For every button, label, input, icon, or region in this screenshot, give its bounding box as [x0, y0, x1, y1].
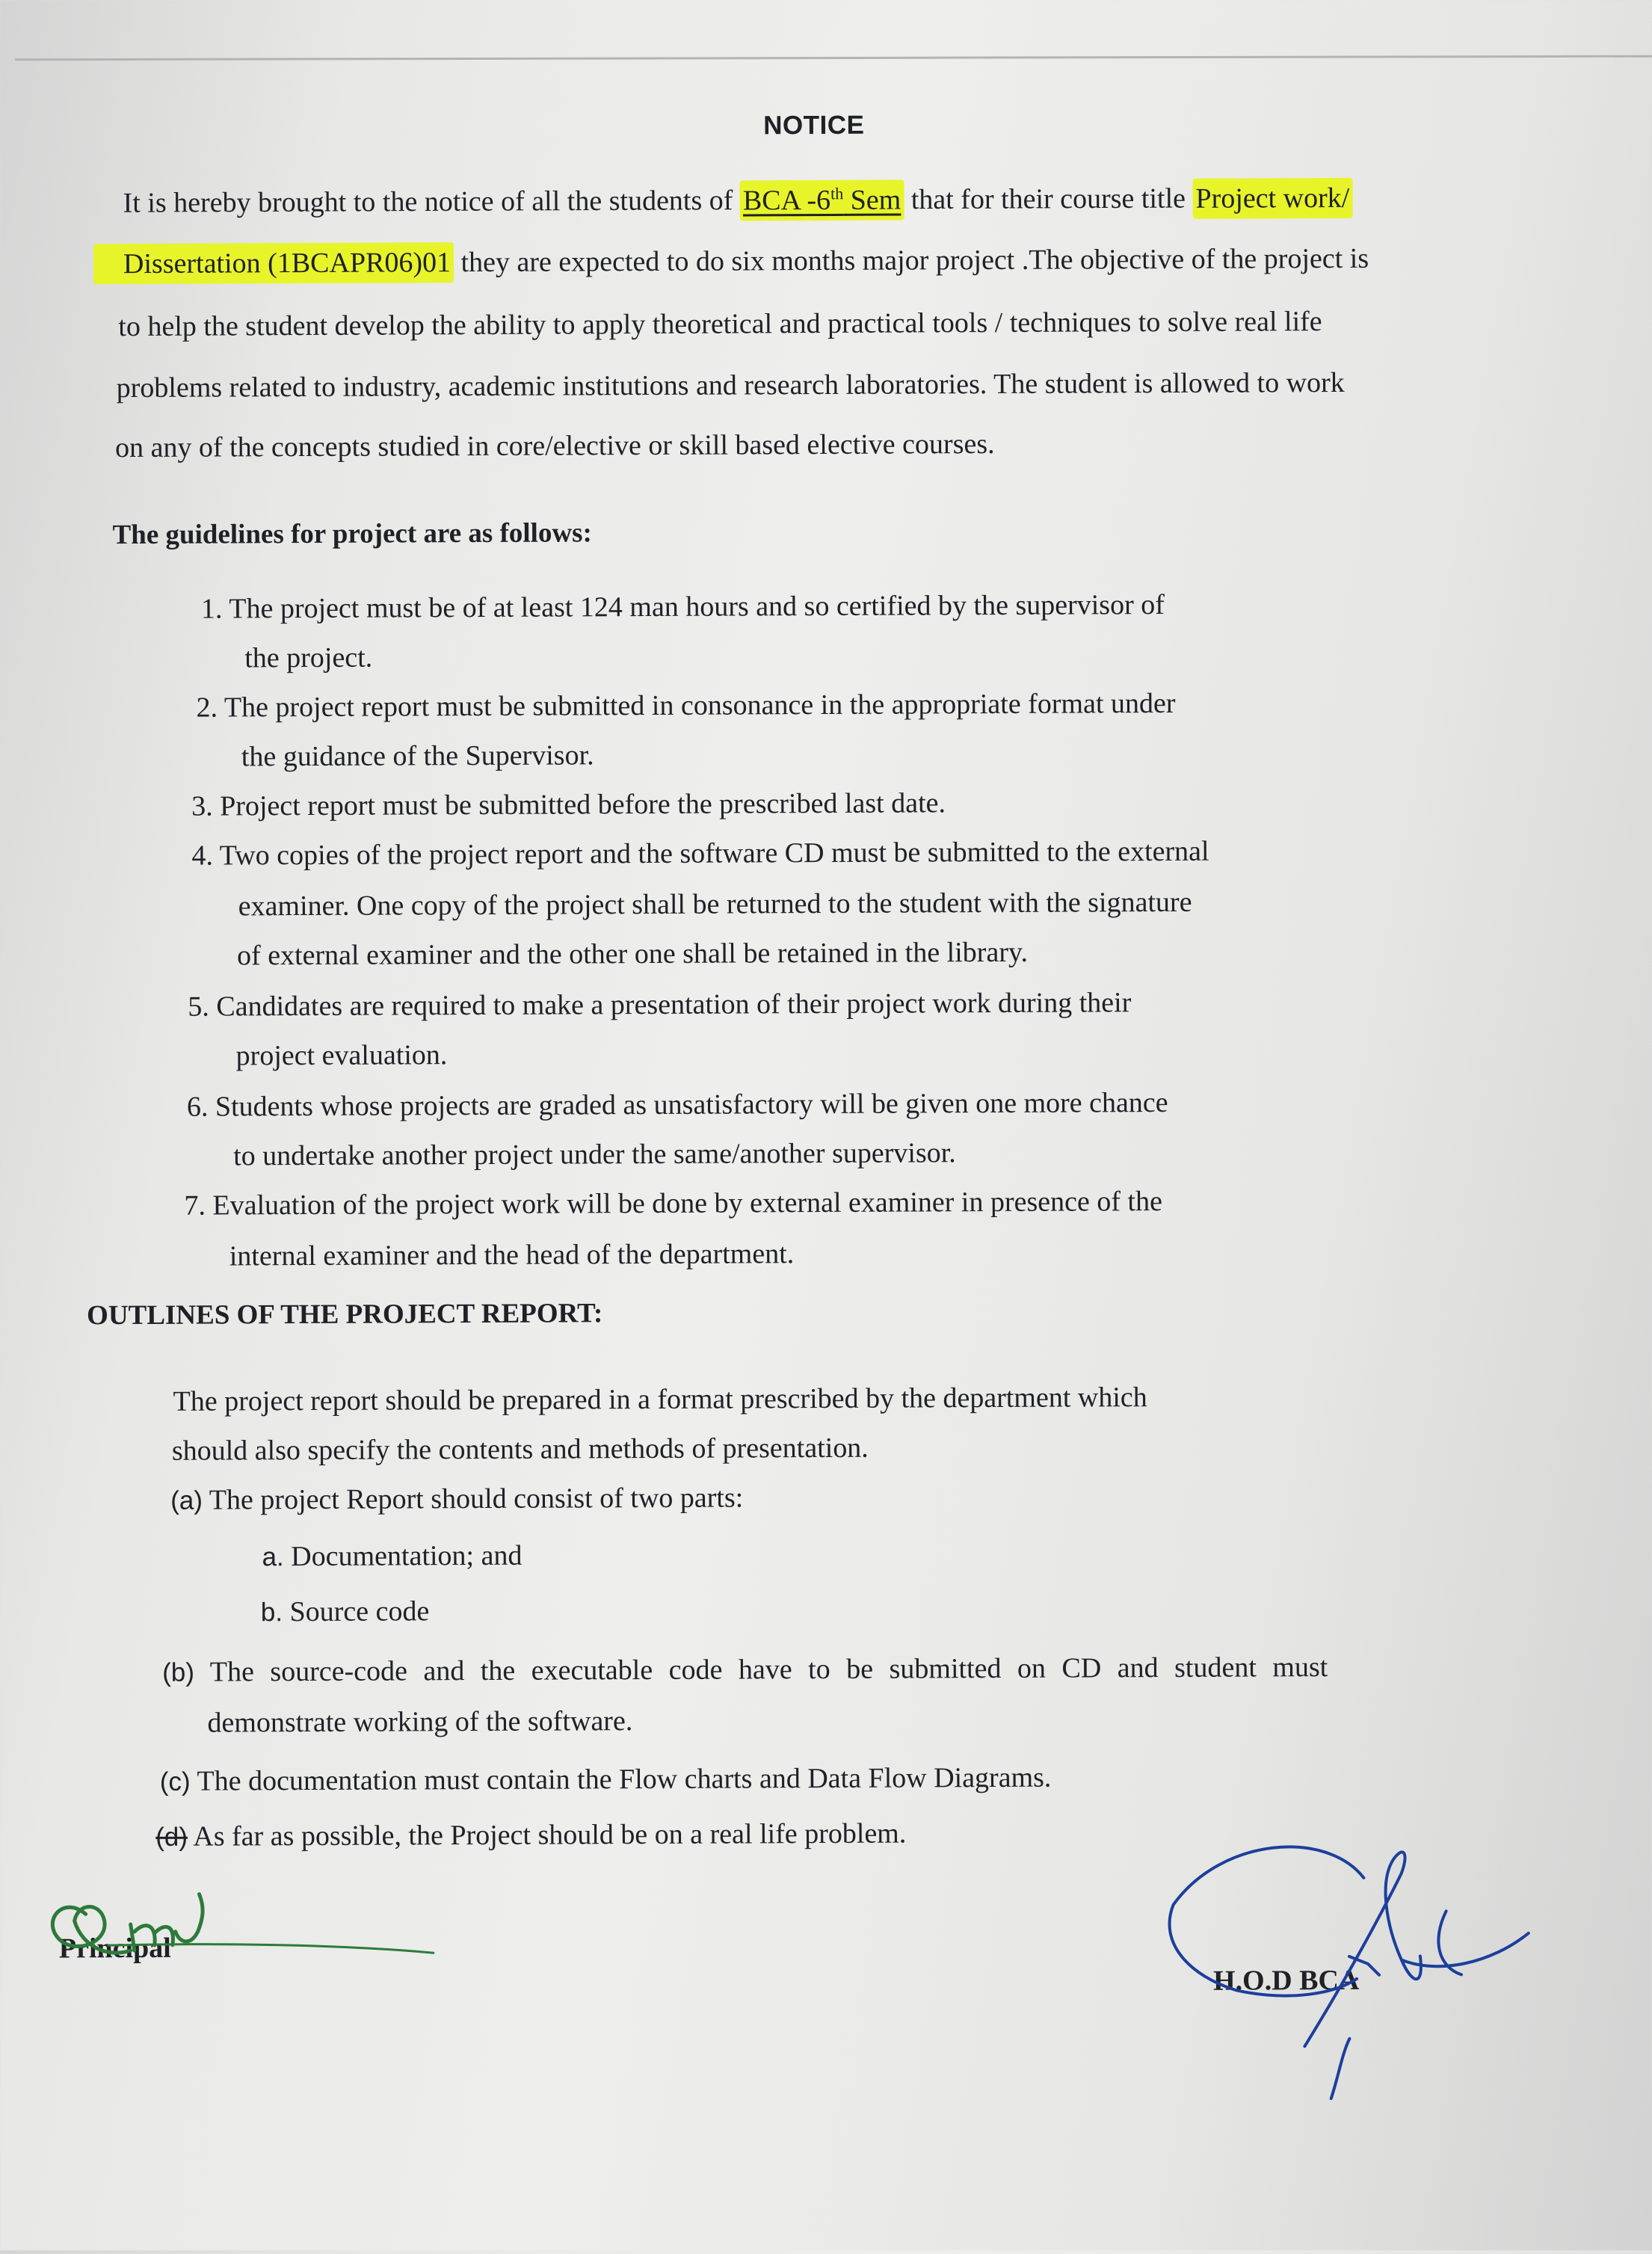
- outline-b-line-2: demonstrate working of the software.: [207, 1705, 633, 1739]
- intro-line-1: [123, 183, 1353, 218]
- intro-line-4: problems related to industry, academic institutions and research laboratories. The student is allowed to work: [116, 366, 1345, 404]
- guideline-3-line-1: 3. Project report must be submitted before the prescribed last date.: [191, 787, 946, 822]
- guidelines-heading: The guidelines for project are as follows:: [112, 517, 592, 551]
- outline-a: (a) The project Report should consist of two parts:: [170, 1482, 744, 1516]
- guideline-5-line-1: 5. Candidates are required to make a presentation of their project work during their: [188, 987, 1132, 1023]
- outlines-intro-line-1: The project report should be prepared in a format prescribed by the department which: [173, 1382, 1147, 1417]
- intro-line-5: on any of the concepts studied in core/elective or skill based elective courses.: [114, 428, 995, 464]
- highlight-course-code: Dissertation (1BCAPR06)01: [93, 242, 454, 284]
- guideline-4-line-3: of external examiner and the other one shall be retained in the library.: [236, 936, 1029, 972]
- guideline-6-line-2: to undertake another project under the same/another supervisor.: [233, 1137, 956, 1172]
- outlines-heading: OUTLINES OF THE PROJECT REPORT:: [87, 1298, 603, 1331]
- intro-text: that for their course title: [904, 182, 1193, 216]
- outline-a-sub-2: b. Source code: [260, 1595, 430, 1628]
- outline-d: (d) As far as possible, the Project should be on a real life problem.: [155, 1817, 907, 1853]
- outline-b: (b) The source-code and the executable code have to be submitted on CD and student must: [162, 1651, 1328, 1688]
- outline-c: (c) The documentation must contain the Flow charts and Data Flow Diagrams.: [159, 1761, 1052, 1797]
- intro-line-3: to help the student develop the ability to apply theoretical and practical tools / techniques to solve real life: [118, 306, 1322, 343]
- principal-label: Principal: [58, 1932, 171, 1965]
- guideline-7-line-2: internal examiner and the head of the department.: [229, 1238, 795, 1272]
- highlight-course-semester: BCA -6th Sem: [740, 179, 904, 221]
- guideline-6-line-1: 6. Students whose projects are graded as unsatisfactory will be given one more chance: [186, 1086, 1168, 1123]
- intro-line-2: [93, 244, 1369, 278]
- intro-text: It is hereby brought to the notice of all the students of: [123, 185, 740, 219]
- guideline-1-line-1: 1. The project must be of at least 124 man hours and so certified by the supervisor of: [200, 588, 1165, 625]
- highlight-course-title: Project work/: [1192, 178, 1352, 219]
- outlines-intro-line-2: should also specify the contents and methods of presentation.: [171, 1432, 869, 1467]
- hod-signature: [1154, 1814, 1544, 2114]
- guideline-5-line-2: project evaluation.: [235, 1039, 448, 1072]
- guideline-1-line-2: the project.: [244, 641, 373, 674]
- guideline-4-line-1: 4. Two copies of the project report and the software CD must be submitted to the external: [191, 835, 1209, 872]
- guideline-2-line-1: 2. The project report must be submitted in consonance in the appropriate format under: [196, 687, 1176, 724]
- intro-text: they are expected to do six months major project .The objective of the project is: [453, 242, 1369, 279]
- outline-a-sub-1: a. Documentation; and: [262, 1539, 523, 1573]
- principal-signature: [25, 1848, 445, 1984]
- guideline-2-line-2: the guidance of the Supervisor.: [241, 739, 594, 773]
- guideline-7-line-1: 7. Evaluation of the project work will be done by external examiner in presence of the: [184, 1186, 1162, 1222]
- notice-title: NOTICE: [763, 110, 865, 141]
- guideline-4-line-2: examiner. One copy of the project shall be returned to the student with the signature: [238, 886, 1192, 923]
- hod-label: H.O.D BCA: [1212, 1964, 1360, 1997]
